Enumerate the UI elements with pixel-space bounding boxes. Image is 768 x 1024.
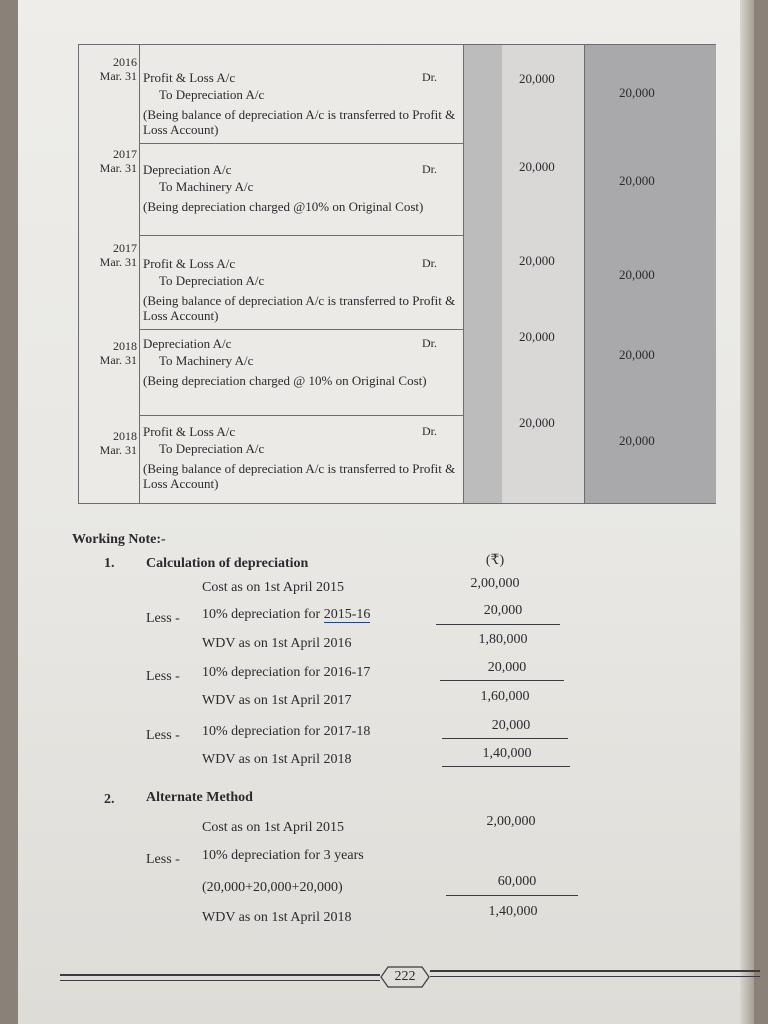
debit-account: Depreciation A/c (143, 336, 232, 351)
entry-divider (139, 329, 463, 330)
credit-account: To Machinery A/c (159, 353, 254, 368)
cost-label: Cost as on 1st April 2015 (202, 820, 344, 835)
entry-particulars (143, 255, 459, 323)
wdv-value: 1,60,000 (480, 689, 530, 704)
depreciation-label: 10% depreciation for 3 years (202, 848, 364, 863)
note-number: 1. (104, 556, 115, 571)
wdv-label: WDV as on 1st April 2016 (202, 636, 352, 651)
entry-divider (139, 415, 463, 416)
narration: (Being balance of depreciation A/c is transferred to Profit & Loss Account) (143, 461, 456, 491)
dr-marker: Dr. (422, 162, 437, 176)
ledger-folio-column (463, 45, 503, 503)
page-number: 222 (380, 966, 430, 988)
less-label: Less - (146, 728, 180, 743)
subtotal-rule (436, 624, 560, 625)
entry-date: 2017 Mar. 31 (99, 241, 137, 269)
credit-account: To Depreciation A/c (159, 273, 265, 288)
note-heading: Calculation of depreciation (146, 556, 309, 571)
narration: (Being balance of depreciation A/c is transferred to Profit & Loss Account) (143, 107, 456, 137)
narration: (Being depreciation charged @10% on Original Cost) (143, 199, 424, 214)
debit-account: Profit & Loss A/c (143, 256, 236, 271)
debit-amount: 20,000 (519, 159, 555, 174)
narration: (Being balance of depreciation A/c is transferred to Profit & Loss Account) (143, 293, 456, 323)
footer-rule-right-thin (430, 976, 760, 977)
dr-marker: Dr. (422, 336, 437, 350)
debit-amount: 20,000 (519, 253, 555, 268)
cost-value: 2,00,000 (486, 814, 536, 829)
debit-amount: 20,000 (519, 415, 555, 430)
underlined-year: 2015-16 (323, 607, 371, 622)
footer-rule-left (60, 974, 380, 976)
credit-amount: 20,000 (619, 173, 655, 188)
subtotal-rule (440, 680, 564, 681)
entry-divider (139, 143, 463, 144)
wdv-label: WDV as on 1st April 2018 (202, 752, 352, 767)
entry-date: 2018 Mar. 31 (99, 339, 137, 367)
less-label: Less - (146, 852, 180, 867)
journal-table (78, 44, 716, 504)
date-column-divider (139, 45, 140, 503)
note-heading: Alternate Method (146, 790, 253, 805)
entry-date: 2017 Mar. 31 (99, 147, 137, 175)
dr-marker: Dr. (422, 70, 437, 84)
wdv-value: 1,40,000 (482, 746, 532, 761)
depreciation-value: 20,000 (491, 718, 531, 733)
subtotal-rule (442, 738, 568, 739)
currency-symbol: (₹) (485, 553, 505, 568)
entry-particulars (143, 161, 459, 214)
credit-amount: 20,000 (619, 85, 655, 100)
entry-particulars (143, 69, 459, 137)
depreciation-value: 60,000 (497, 874, 537, 889)
credit-amount: 20,000 (619, 433, 655, 448)
depreciation-value: 20,000 (483, 603, 523, 618)
less-label: Less - (146, 611, 180, 626)
page-edge-shadow (740, 0, 754, 1024)
depreciation-label: 10% depreciation for 2015-16 (202, 607, 371, 622)
credit-account: To Machinery A/c (159, 179, 254, 194)
depreciation-label: 10% depreciation for 2017-18 (202, 724, 371, 739)
debit-amount: 20,000 (519, 329, 555, 344)
credit-account: To Depreciation A/c (159, 441, 265, 456)
depreciation-value: 20,000 (487, 660, 527, 675)
wdv-value: 1,80,000 (478, 632, 528, 647)
subtotal-rule (446, 895, 578, 896)
debit-account: Profit & Loss A/c (143, 70, 236, 85)
footer-rule-left-thin (60, 980, 380, 981)
total-rule (442, 766, 570, 767)
entry-date: 2018 Mar. 31 (99, 429, 137, 457)
working-note-title: Working Note:- (72, 532, 166, 547)
dr-marker: Dr. (422, 256, 437, 270)
credit-amount: 20,000 (619, 267, 655, 282)
narration: (Being depreciation charged @ 10% on Original Cost) (143, 373, 427, 388)
debit-amount: 20,000 (519, 71, 555, 86)
entry-date: 2016 Mar. 31 (99, 55, 137, 83)
depreciation-label: 10% depreciation for 2016-17 (202, 665, 371, 680)
credit-amount: 20,000 (619, 347, 655, 362)
entry-divider (139, 235, 463, 236)
debit-account: Profit & Loss A/c (143, 424, 236, 439)
entry-particulars (143, 423, 459, 491)
note-number: 2. (104, 792, 115, 807)
depreciation-detail: (20,000+20,000+20,000) (202, 880, 343, 895)
wdv-value: 1,40,000 (488, 904, 538, 919)
footer-rule-right (430, 970, 760, 972)
debit-amount-column (502, 45, 584, 503)
cost-label: Cost as on 1st April 2015 (202, 580, 344, 595)
less-label: Less - (146, 669, 180, 684)
wdv-label: WDV as on 1st April 2017 (202, 693, 352, 708)
cost-value: 2,00,000 (470, 576, 520, 591)
entry-particulars (143, 335, 459, 388)
dr-marker: Dr. (422, 424, 437, 438)
wdv-label: WDV as on 1st April 2018 (202, 910, 352, 925)
credit-account: To Depreciation A/c (159, 87, 265, 102)
debit-account: Depreciation A/c (143, 162, 232, 177)
